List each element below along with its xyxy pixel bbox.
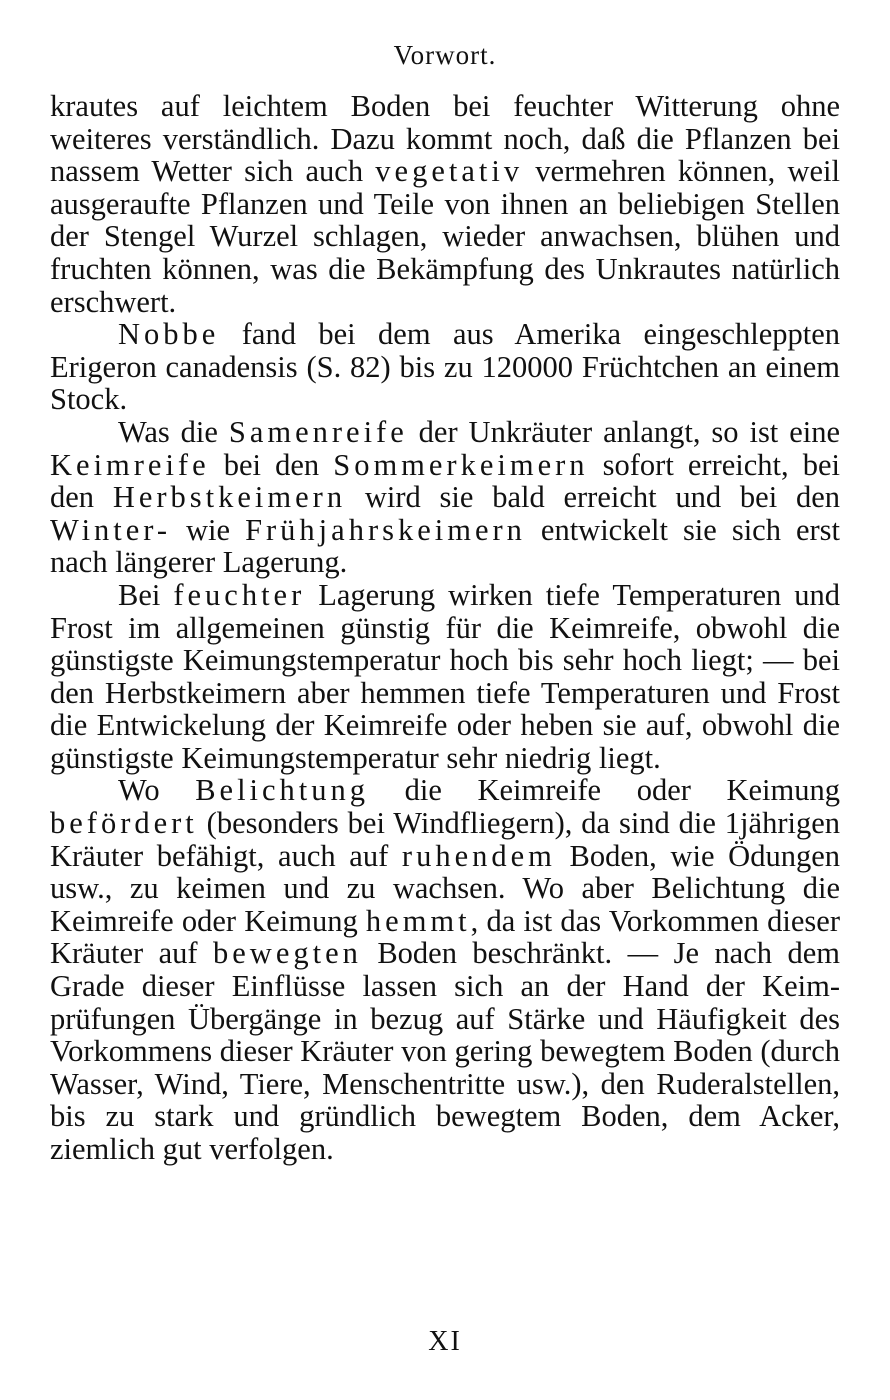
text-run: fand bei dem aus Amerika eingeschleppten Erigeron canadensis (S. 82) bis zu 120000 Früchtchen an einem Stock. — [50, 317, 840, 417]
spaced-emphasis: befördert — [50, 806, 198, 841]
text-run: der Unkräuter anlangt, so ist eine — [407, 414, 841, 449]
spaced-emphasis: Sommerkeimern — [333, 447, 589, 482]
text-run: wie — [171, 512, 246, 547]
text-run: bei den — [209, 447, 334, 482]
text-run: Boden, wie Ödungen usw., zu keimen und zu wachsen. Wo aber Belichtung die Keimreife oder Keimung — [50, 838, 840, 938]
text-run: Was die — [118, 414, 229, 449]
text-run: krautes auf leichtem Boden bei feuchter Witterung ohne weiteres verständlich. Dazu kommt noch, daß die Pflanzen bei nassem Wetter sich auch — [50, 89, 840, 189]
paragraph-continuation — [50, 90, 840, 318]
spaced-emphasis: Keimreife — [50, 447, 210, 482]
spaced-emphasis: Samenreife — [228, 414, 408, 449]
book-page — [50, 38, 840, 1378]
paragraph-nobbe — [50, 318, 840, 416]
page-number: XI — [428, 1326, 462, 1357]
spaced-emphasis: ruhendem — [401, 838, 556, 873]
running-title: Vorwort. — [393, 40, 497, 70]
spaced-emphasis: vegetativ — [375, 154, 524, 189]
paragraph-belichtung — [50, 774, 840, 1165]
paragraph-lagerung — [50, 579, 840, 775]
text-run: die Keimreife oder Keimung — [369, 773, 840, 808]
spaced-emphasis: Belichtung — [195, 773, 370, 808]
spaced-emphasis: Nobbe — [118, 317, 220, 352]
body-text — [50, 90, 840, 1166]
text-run: (besonders bei Windfliegern), da sind die 1jährigen Kräuter befähigt, auch auf — [50, 806, 840, 873]
text-run: wird sie bald erreicht und bei den — [346, 480, 840, 515]
paragraph-samenreife — [50, 416, 840, 579]
text-run: Bei — [118, 577, 174, 612]
spaced-emphasis: bewegten — [213, 936, 362, 971]
text-run: Lagerung wirken tiefe Temperaturen und Frost im allgemeinen günstig für die Keimreife, obwohl die günstigste Keimungstemperatur hoch bis sehr hoch liegt; — bei den Herbstkeimern aber hemmen tiefe Temperaturen und Frost die Entwickelung der Keimreife oder heben sie auf, obwohl die günstigste Keimungstemperatur sehr niedrig liegt. — [50, 577, 840, 775]
text-run: , da ist das Vorkommen dieser Kräuter auf — [50, 903, 840, 971]
spaced-emphasis: hemmt — [365, 903, 471, 938]
text-run: Wo — [118, 773, 196, 808]
text-run: entwickelt sie sich erst nach längerer Lagerung. — [50, 512, 840, 580]
spaced-emphasis: Herbstkeimern — [112, 480, 347, 515]
text-run: vermehren können, weil ausgeraufte Pflanzen und Teile von ihnen an beliebigen Stellen der Stengel Wurzel schlagen, wieder anwachsen, blühen und fruchten können, was die Bekämpfung des Unkrautes natürlich erschwert. — [50, 154, 841, 319]
spaced-emphasis: feuchter — [173, 577, 306, 612]
spaced-emphasis: Frühjahrskeimern — [245, 512, 526, 547]
spaced-emphasis: Winter- — [50, 512, 172, 547]
text-run: Boden beschränkt. — Je nach dem Grade dieser Einflüsse lassen sich an der Hand der Keimprüfungen Übergänge in bezug auf Stärke und Häufigkeit des Vorkommens dieser Kräuter von gering bewegtem Boden (durch Wasser, Wind, Tiere, Menschentritte usw.), den Ruderalstellen, bis zu stark und gründlich bewegtem Boden, dem Acker, ziemlich gut verfolgen. — [50, 936, 840, 1166]
text-run: sofort erreicht, bei den — [50, 447, 840, 515]
